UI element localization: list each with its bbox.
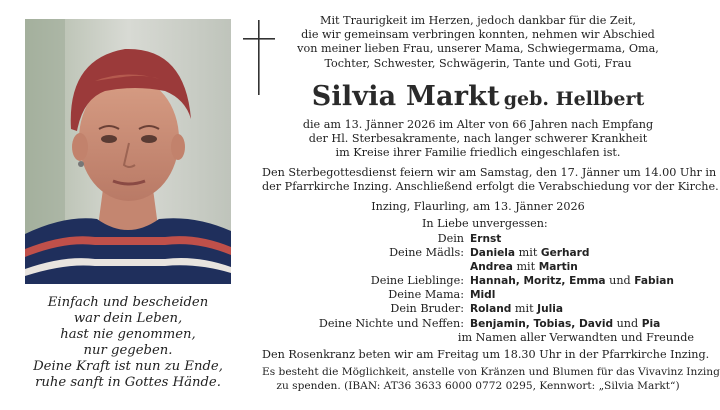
mourner-names: [458, 331, 694, 345]
funeral-info: [262, 166, 719, 194]
mourner-role: Deine Mama:: [388, 288, 464, 302]
mourner-role: Dein: [437, 232, 464, 245]
mourner-name: Midl: [470, 289, 496, 302]
mourner-row: [262, 331, 694, 345]
poem-line: hast nie genommen,: [60, 327, 196, 342]
rosary-info: Den Rosenkranz beten wir am Freitag um 18.30 Uhr in der Pfarrkirche Inzing.: [262, 348, 710, 361]
intro-text: [262, 14, 694, 71]
poem-line: ruhe sanft in Gottes Hände.: [35, 375, 221, 390]
poem-line: nur gegeben.: [83, 343, 173, 358]
poem-line: Einfach und bescheiden: [47, 295, 209, 310]
donation-info: [262, 366, 720, 393]
mourner-role: [262, 260, 470, 274]
mourner-row: [262, 317, 694, 331]
full-name: Silvia Markt: [311, 81, 500, 112]
mourner-name: Benjamin, Tobias, David: [470, 317, 614, 330]
intro-line: Mit Traurigkeit im Herzen, jedoch dankbar für die Zeit,: [320, 14, 636, 27]
mourner-row: [262, 260, 694, 274]
mourner-row: [262, 246, 694, 260]
mourner-names: [470, 246, 590, 260]
mourner-row: [262, 288, 694, 302]
donation-line: zu spenden. (IBAN: AT36 3633 6000 0772 0295, Kennwort: „Silvia Markt“): [276, 379, 680, 392]
mourner-role: Dein Bruder:: [390, 302, 464, 316]
mourner-role: Deine Lieblinge:: [370, 274, 464, 288]
mourner-name: Martin: [538, 261, 578, 274]
funeral-line: Den Sterbegottesdienst feiern wir am Samstag, den 17. Jänner um 14.00 Uhr in: [262, 166, 717, 179]
intro-line: von meiner lieben Frau, unserer Mama, Schwiegermama, Oma,: [297, 42, 659, 56]
mourner-names: [470, 274, 674, 288]
mourners-list: [262, 232, 694, 345]
mourner-names: [470, 302, 563, 316]
mourner-row: [262, 274, 694, 288]
death-notice-line: im Kreise ihrer Familie friedlich eingeschlafen ist.: [335, 146, 621, 160]
mourner-row: [262, 232, 694, 246]
poem-line: Deine Kraft ist nun zu Ende,: [33, 359, 223, 374]
donation-line: Es besteht die Möglichkeit, anstelle von Kränzen und Blumen für das Vivavinz Inzing: [262, 366, 720, 378]
mourner-name: Andrea: [470, 261, 513, 274]
memorial-poem: [20, 295, 236, 391]
mourner-name: Roland: [470, 303, 512, 316]
poem-line: war dein Leben,: [73, 311, 183, 326]
mourner-names: [470, 317, 660, 331]
mourner-connector: und: [613, 316, 642, 330]
maiden-name: geb. Hellbert: [503, 88, 645, 110]
mourner-names: [470, 288, 495, 302]
mourner-role: Deine Mädls:: [389, 246, 464, 260]
mourner-connector: und: [605, 274, 635, 288]
mourner-row: [262, 302, 694, 316]
death-notice: [262, 118, 694, 161]
funeral-line: der Pfarrkirche Inzing. Anschließend erfolgt die Verabschiedung vor der Kirche.: [262, 180, 719, 194]
deceased-name: [262, 81, 694, 112]
death-notice-line: der Hl. Sterbesakramente, nach langer schwerer Krankheit: [308, 132, 648, 146]
mourner-name: Ernst: [470, 233, 502, 245]
death-notice-line: die am 13. Jänner 2026 im Alter von 66 Jahren nach Empfang: [302, 118, 654, 131]
mourner-names: [470, 260, 578, 274]
portrait-photo: [25, 19, 231, 284]
intro-line: die wir gemeinsam verbringen konnten, nehmen wir Abschied: [301, 28, 655, 42]
portrait-illustration: [25, 19, 231, 284]
intro-line: Tochter, Schwester, Schwägerin, Tante und Goti, Frau: [324, 56, 632, 70]
mourner-connector: mit: [512, 260, 539, 274]
mourner-name: Gerhard: [540, 247, 590, 260]
place-date: Inzing, Flaurling, am 13. Jänner 2026: [371, 200, 585, 213]
mourner-name: Hannah, Moritz, Emma: [470, 275, 606, 288]
mourner-role: [262, 331, 458, 345]
mourner-name: Pia: [641, 317, 661, 330]
mourner-connector: mit: [511, 302, 538, 316]
mourner-role: Deine Nichte und Neffen:: [318, 316, 464, 330]
mourner-names: [470, 232, 501, 246]
mourner-name: Julia: [537, 303, 564, 316]
mourner-connector: mit: [515, 246, 541, 260]
mourners-intro: In Liebe unvergessen:: [422, 217, 548, 230]
mourner-name: Daniela: [470, 247, 516, 260]
mourner-name: Fabian: [634, 275, 674, 288]
mourner-connector: im Namen aller Verwandten und Freunde: [457, 330, 694, 344]
